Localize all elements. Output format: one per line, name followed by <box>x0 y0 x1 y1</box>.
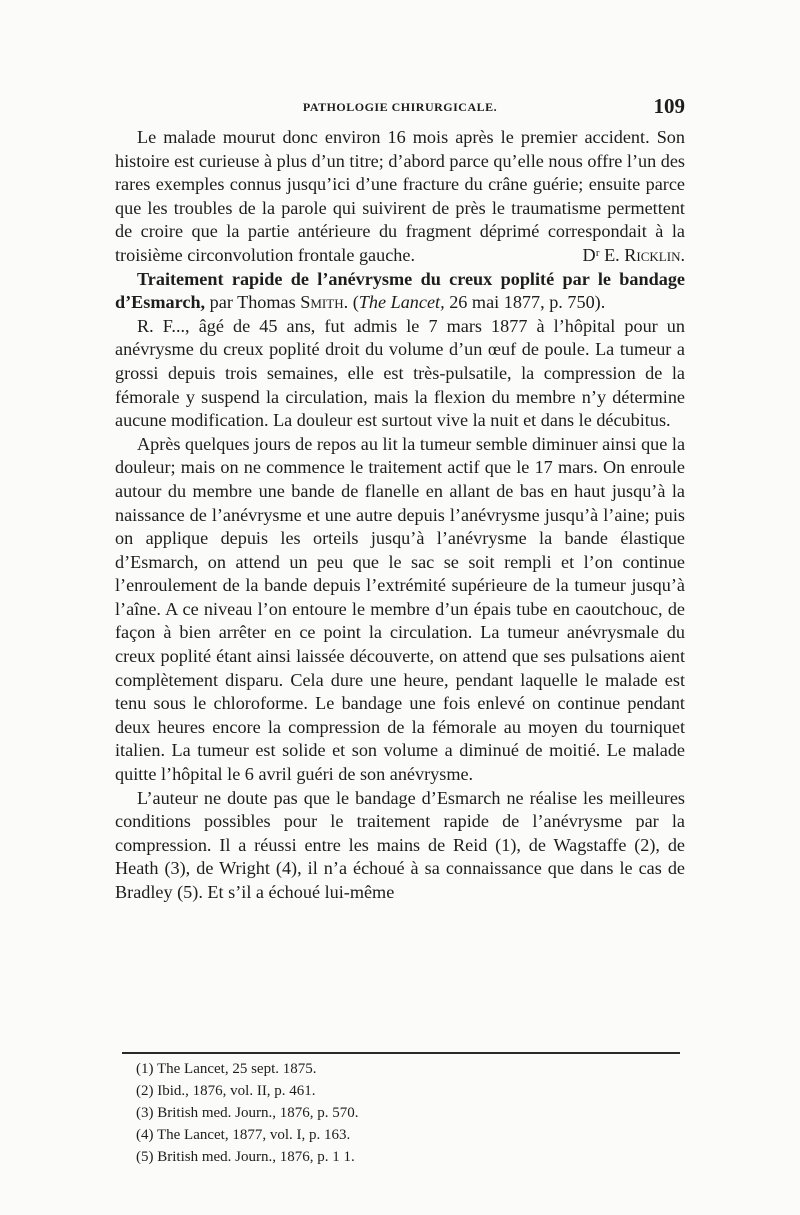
article-title <box>115 268 685 315</box>
signature-text: Dʳ E. Ricklin. <box>582 244 685 265</box>
footnote-4: (4) The Lancet, 1877, vol. I, p. 163. <box>136 1127 351 1143</box>
footnote-1: (1) The Lancet, 25 sept. 1875. <box>136 1061 317 1077</box>
footnote-2: (2) Ibid., 1876, vol. II, p. 461. <box>136 1083 316 1099</box>
footnote-5: (5) British med. Journ., 1876, p. 1 1. <box>136 1149 355 1165</box>
paragraph-4: L’auteur ne doute pas que le bandage d’Esmarch ne réalise les meilleures conditions possibles pour le traitement rapide de l’anévrysme par la compression. Il a réussi entre les mains de Reid (1), de Wagstaffe (2), de Heath (3), de Wright (4), il n’a échoué à sa connaissance que dans le cas de Bradley (5). Et s’il a échoué lui-même <box>115 787 685 902</box>
page-header <box>115 94 685 120</box>
running-title: PATHOLOGIE CHIRURGICALE. <box>302 100 498 114</box>
citation-rest: 26 mai 1877, p. 750). <box>449 292 606 313</box>
journal-name: The Lancet, <box>358 292 445 313</box>
body-text <box>115 126 685 905</box>
author-prefix: par Thomas <box>209 292 296 313</box>
footnote-rule <box>122 1052 680 1054</box>
paragraph-1: Le malade mourut donc environ 16 mois après le premier accident. Son histoire est curieuse à plus d’un titre; d’abord parce qu’elle nous offre l’un des rares exemples connus jusqu’ici d’une fracture du crâne guérie; ensuite parce que les troubles de la parole qui suivirent de près le traumatisme permettent de croire que la partie antérieure du fragment déprimé correspondait à la troisième circonvolution frontale gauche. <box>115 127 685 265</box>
article-title-text: Traitement rapide de l’anévrysme du creux poplité par le bandage d’Esmarch, <box>115 268 685 313</box>
paragraph-2: R. F..., âgé de 45 ans, fut admis le 7 mars 1877 à l’hôpital pour un anévrysme du creux poplité droit du volume d’un œuf de poule. La tumeur a grossi depuis trois semaines, elle est très-pulsatile, la compression de la fémorale y suspend la circulation, mais la flexion du membre n’y détermine aucune modification. La douleur est surtout vive la nuit et dans le décubitus. <box>115 315 685 431</box>
author-name: Smith. <box>300 292 349 313</box>
citation-open: ( <box>352 292 359 313</box>
page-number: 109 <box>653 94 685 118</box>
paragraph-3: Après quelques jours de repos au lit la tumeur semble diminuer ainsi que la douleur; mais on ne commence le traitement actif que le 17 mars. On enroule autour du membre une bande de flanelle en allant de bas en haut jusqu’à la naissance de l’anévrysme et une autre depuis l’anévrysme jusqu’à l’aine; puis on applique depuis les orteils jusqu’à l’anévrysme la bande élastique d’Esmarch, on attend un peu que le sac se soit rempli et l’on continue l’enroulement de la bande depuis l’extrémité supérieure de la tumeur jusqu’à l’aîne. A ce niveau l’on entoure le membre d’un épais tube en caoutchouc, de façon à bien arrêter en ce point la circulation. La tumeur anévrysmale du creux poplité étant ainsi laissée découverte, on attend que ses pulsations aient complètement disparu. Cela dure une heure, pendant laquelle le malade est tenu sous le chloroforme. Le bandage une fois enlevé on continue pendant deux heures encore la compression de la fémorale au moyen du tourniquet italien. La tumeur est solide et son volume a diminué de moitié. Le malade quitte l’hôpital le 6 avril guéri de son anévrysme. <box>115 433 686 785</box>
footnote-3: (3) British med. Journ., 1876, p. 570. <box>136 1105 359 1121</box>
footnotes <box>136 1058 676 1168</box>
article-byline <box>210 292 606 312</box>
